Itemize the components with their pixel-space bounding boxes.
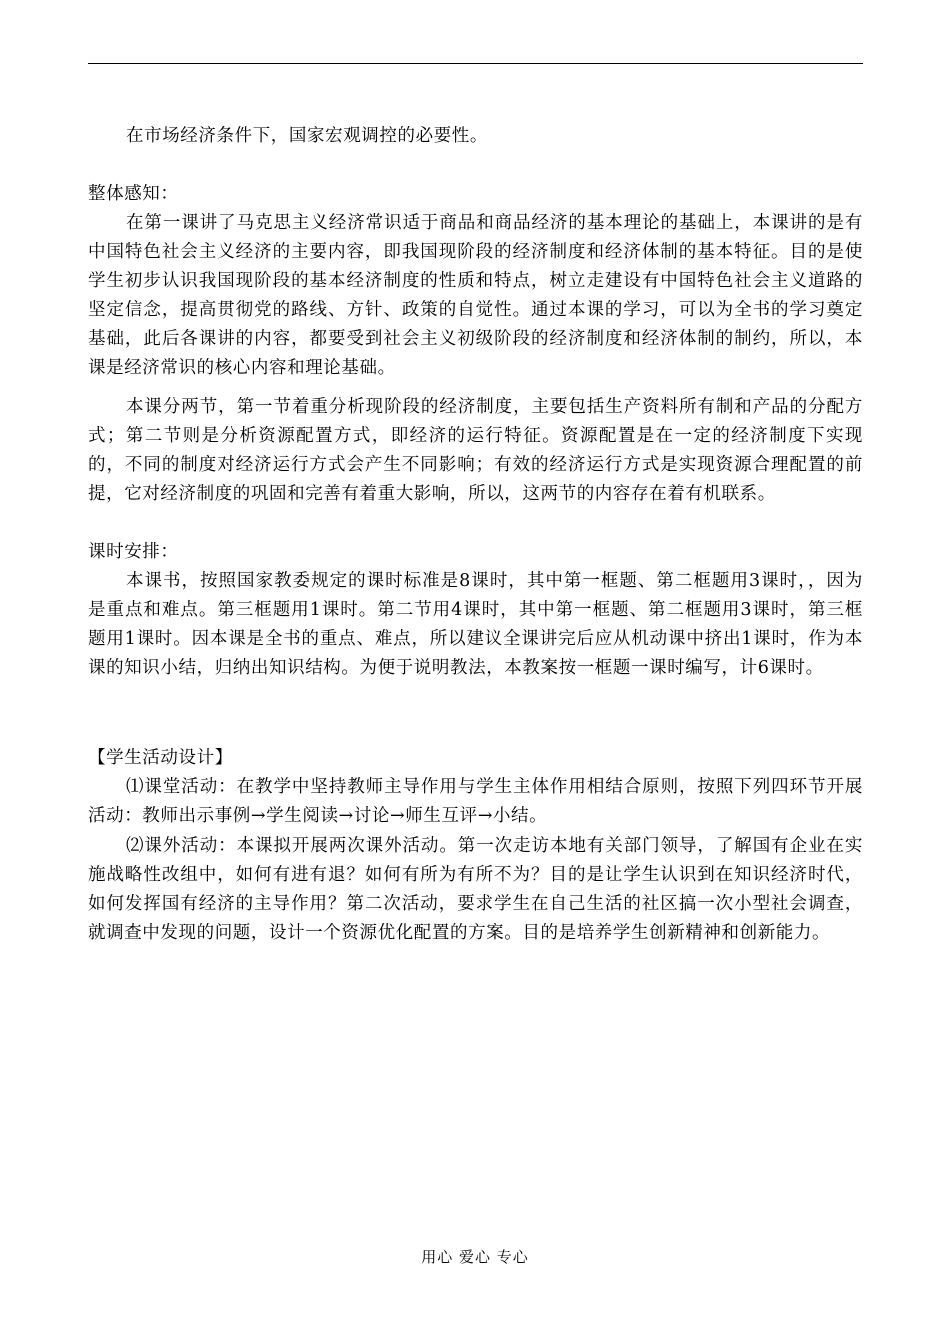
activity-item-outdoor: ⑵课外活动：本课拟开展两次课外活动。第一次走访本地有关部门领导，了解国有企业在实施战略性改组中，如何有进有退？如何有所为有所不为？目的是让学生认识到在知识经济时代，如何发挥国有经济的主导作用？第二次活动，要求学生在自己生活的社区搞一次小型社会调查，就调查中发现的问题，设计一个资源优化配置的方案。目的是培养学生创新精神和创新能力。 <box>88 836 863 943</box>
overview-heading: 整体感知： <box>88 184 179 204</box>
header-rule <box>88 63 863 64</box>
intro-paragraph: 在市场经济条件下，国家宏观调控的必要性。 <box>126 126 488 146</box>
schedule-paragraph: 本课书，按照国家教委规定的课时标准是8课时，其中第一框题、第二框题用3课时，，因为是重点和难点。第三框题用1课时。第二节用4课时，其中第一框题、第二框题用3课时，第三框题用1课时。因本课是全书的重点、难点，所以建议全课讲完后应从机动课中挤出1课时，作为本课的知识小结，归纳出知识结构。为便于说明教法，本教案按一框题一课时编写，计6课时。 <box>88 571 863 678</box>
overview-paragraph-1: 在第一课讲了马克思主义经济常识适于商品和商品经济的基本理论的基础上，本课讲的是有中国特色社会主义经济的主要内容，即我国现阶段的经济制度和经济体制的基本特征。目的是使学生初步认识我国现阶段的基本经济制度的性质和特点，树立走建设有中国特色社会主义道路的坚定信念，提高贯彻党的路线、方针、政策的自觉性。通过本课的学习，可以为全书的学习奠定基础，此后各课讲的内容，都要受到社会主义初级阶段的经济制度和经济体制的制约，所以，本课是经济常识的核心内容和理论基础。 <box>88 213 863 378</box>
page-footer: 用心 爱心 专心 <box>421 1248 529 1266</box>
schedule-heading: 课时安排： <box>88 542 179 562</box>
overview-paragraph-2: 本课分两节，第一节着重分析现阶段的经济制度，主要包括生产资料所有制和产品的分配方式；第二节则是分析资源配置方式，即经济的运行特征。资源配置是在一定的经济制度下实现的，不同的制度对经济运行方式会产生不同影响；有效的经济运行方式是实现资源合理配置的前提，它对经济制度的巩固和完善有着重大影响，所以，这两节的内容存在着有机联系。 <box>88 397 863 504</box>
activities-heading: 【学生活动设计】 <box>88 748 233 768</box>
activity-item-classroom: ⑴课堂活动：在教学中坚持教师主导作用与学生主体作用相结合原则，按照下列四环节开展活动：教师出示事例→学生阅读→讨论→师生互评→小结。 <box>88 777 863 826</box>
